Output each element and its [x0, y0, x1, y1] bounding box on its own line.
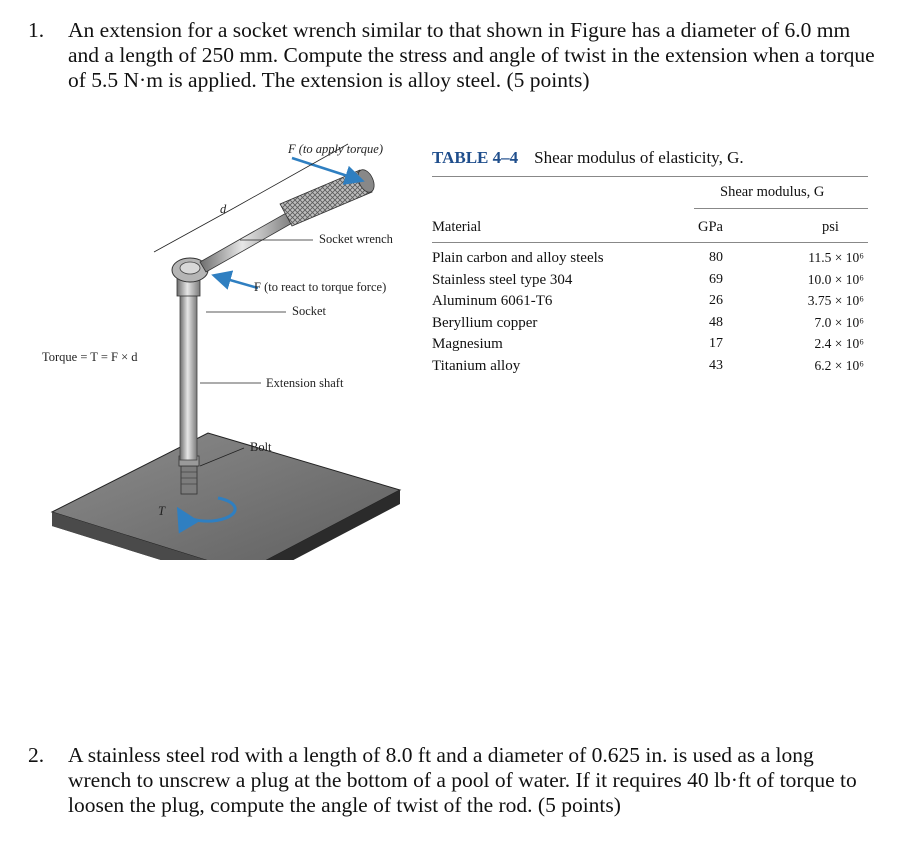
table-caption: Shear modulus of elasticity, G. [534, 148, 744, 167]
column-material: Material [432, 219, 482, 235]
cell-psi: 6.2 × 10⁶ [814, 357, 864, 373]
column-gpa: GPa [698, 219, 723, 235]
cell-material: Plain carbon and alloy steels [432, 250, 604, 266]
label-socket: Socket [292, 304, 327, 318]
force-react-arrow [216, 276, 258, 288]
cell-psi: 11.5 × 10⁶ [808, 250, 864, 265]
group-header-rule [694, 208, 868, 209]
problem-1-number: 1. [28, 18, 45, 42]
cell-gpa: 43 [709, 357, 723, 373]
label-f-apply: F (to apply torque) [288, 142, 384, 156]
cell-psi: 7.0 × 10⁶ [814, 314, 864, 330]
shear-modulus-table [432, 148, 868, 374]
table-row [432, 336, 868, 358]
cell-material: Aluminum 6061-T6 [432, 293, 553, 309]
cell-material: Beryllium copper [432, 314, 538, 331]
table-id: TABLE 4–4 [432, 148, 519, 167]
cell-gpa: 17 [709, 336, 723, 351]
table-row [432, 293, 868, 315]
header-rule [432, 242, 868, 243]
label-f-react: F (to react to torque force) [254, 280, 387, 294]
table-row [432, 315, 868, 337]
socket-wrench-figure [30, 140, 430, 560]
shear-modulus-header: Shear modulus, G [720, 184, 825, 200]
cell-gpa: 69 [709, 271, 723, 287]
problem-1-text: An extension for a socket wrench similar to that shown in Figure has a diameter of 6.0 mm and a length of 250 mm. Compute the stress and angle of twist in the extension when a torque of 5.5 N·m is applied. The extension is alloy steel. (5 points) [68, 18, 875, 92]
bolt [179, 456, 199, 494]
column-psi: psi [822, 219, 839, 235]
label-bolt: Bolt [250, 440, 272, 454]
label-torque: Torque = T = F × d [42, 350, 138, 364]
cell-psi: 3.75 × 10⁶ [807, 293, 864, 308]
wrench-handle [200, 167, 377, 272]
cell-material: Stainless steel type 304 [432, 271, 573, 288]
cell-material: Titanium alloy [432, 357, 521, 374]
problem-2-text: A stainless steel rod with a length of 8.0 ft and a diameter of 0.625 in. is used as a long wrench to unscrew a plug at the bottom of a pool of water. If it requires 40 lb·ft of torque to loosen the plug, compute the angle of twist of the rod. (5 points) [68, 743, 857, 817]
cell-gpa: 80 [709, 250, 723, 265]
table-row [432, 358, 868, 380]
label-t: T [158, 504, 165, 518]
extension-shaft [180, 292, 197, 460]
table-body [432, 250, 868, 379]
table-row [432, 272, 868, 294]
table-top-rule [432, 176, 868, 177]
label-extension-shaft: Extension shaft [266, 376, 344, 390]
cell-gpa: 48 [709, 314, 723, 330]
problem-2-number: 2. [28, 743, 45, 767]
cell-gpa: 26 [709, 293, 723, 308]
cell-psi: 10.0 × 10⁶ [807, 271, 864, 287]
force-apply-arrow [292, 158, 360, 180]
table-row [432, 250, 868, 272]
table-title [432, 148, 868, 168]
cell-psi: 2.4 × 10⁶ [814, 336, 864, 351]
label-d: d [220, 202, 227, 216]
label-socket-wrench: Socket wrench [319, 232, 393, 246]
cell-material: Magnesium [432, 336, 503, 352]
base-plate [52, 433, 400, 560]
